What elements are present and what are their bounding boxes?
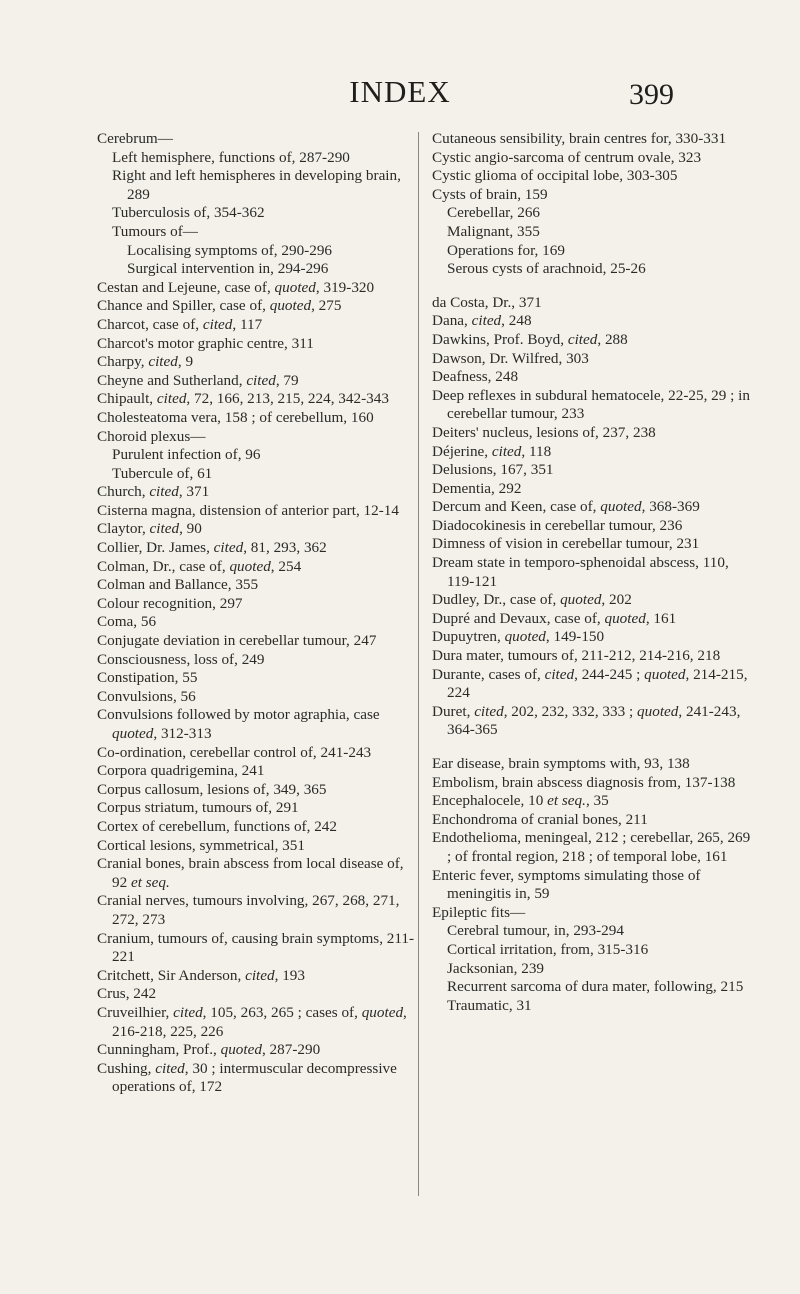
index-entry: Delusions, 167, 351 xyxy=(432,461,554,479)
index-entry: Dercum and Keen, case of, quoted, 368-369 xyxy=(432,498,700,516)
index-entry: Convulsions, 56 xyxy=(97,687,196,705)
index-entry: Duret, cited, 202, 232, 332, 333 ; quoted, 241-243, 364-365 xyxy=(432,702,741,739)
index-entry: Durante, cases of, cited, 244-245 ; quoted, 214-215, 224 xyxy=(432,665,748,702)
index-entry: Enchondroma of cranial bones, 211 xyxy=(432,810,648,828)
index-entry: Church, cited, 371 xyxy=(97,483,210,501)
index-entry: Charpy, cited, 9 xyxy=(97,353,194,371)
index-subentry: Tubercule of, 61 xyxy=(112,464,213,482)
index-subentry: Serous cysts of arachnoid, 25-26 xyxy=(447,260,646,278)
index-entry: Dawkins, Prof. Boyd, cited, 288 xyxy=(432,330,628,348)
index-entry: Cystic glioma of occipital lobe, 303-305 xyxy=(432,167,678,185)
index-entry: Dawson, Dr. Wilfred, 303 xyxy=(432,349,589,367)
index-entry: Dupuytren, quoted, 149-150 xyxy=(432,628,605,646)
index-entry: Cranium, tumours of, causing brain symptoms, 211-221 xyxy=(97,929,415,966)
index-entry: da Costa, Dr., 371 xyxy=(432,293,542,311)
index-entry: Deiters' nucleus, lesions of, 237, 238 xyxy=(432,423,656,441)
page-header xyxy=(0,74,800,114)
index-subentry: Cerebellar, 266 xyxy=(447,204,541,222)
index-entry: Deep reflexes in subdural hematocele, 22-25, 29 ; in cerebellar tumour, 233 xyxy=(432,386,750,423)
index-subentry: Jacksonian, 239 xyxy=(447,959,545,977)
index-entry: Dupré and Devaux, case of, quoted, 161 xyxy=(432,609,677,627)
index-entry: Colman and Ballance, 355 xyxy=(97,576,259,594)
index-subentry: Traumatic, 31 xyxy=(447,996,532,1014)
index-entry: Endothelioma, meningeal, 212 ; cerebellar, 265, 269 ; of frontal region, 218 ; of temporal lobe, 161 xyxy=(432,829,751,865)
index-entry: Cisterna magna, distension of anterior part, 12-14 xyxy=(97,501,399,519)
index-entry: Cysts of brain, 159 xyxy=(432,185,548,203)
index-subentry: Localising symptoms of, 290-296 xyxy=(127,241,333,259)
index-entry: Charcot, case of, cited, 117 xyxy=(97,315,263,333)
index-entry: Corpora quadrigemina, 241 xyxy=(97,762,265,780)
index-entry: Dementia, 292 xyxy=(432,479,522,497)
index-entry: Dudley, Dr., case of, quoted, 202 xyxy=(432,591,632,609)
index-entry: Colour recognition, 297 xyxy=(97,594,243,612)
index-entry: Consciousness, loss of, 249 xyxy=(97,650,265,668)
index-entry: Deafness, 248 xyxy=(432,368,519,386)
page-title: INDEX xyxy=(349,74,451,109)
index-subentry: Tumours of— xyxy=(112,222,198,240)
index-entry: Dana, cited, 248 xyxy=(432,312,532,330)
index-entry: Cholesteatoma vera, 158 ; of cerebellum, 160 xyxy=(97,408,374,426)
index-entry: Chance and Spiller, case of, quoted, 275 xyxy=(97,297,342,315)
index-subentry: Malignant, 355 xyxy=(447,222,540,240)
index-entry: Cranial nerves, tumours involving, 267, 268, 271, 272, 273 xyxy=(97,892,400,928)
index-entry: Claytor, cited, 90 xyxy=(97,520,202,538)
index-entry: Colman, Dr., case of, quoted, 254 xyxy=(97,557,302,575)
index-entry: Crus, 242 xyxy=(97,985,157,1003)
index-entry: Encephalocele, 10 et seq., 35 xyxy=(432,792,609,810)
index-entry: Corpus callosum, lesions of, 349, 365 xyxy=(97,780,327,798)
index-entry: Critchett, Sir Anderson, cited, 193 xyxy=(97,966,305,984)
index-entry: Convulsions followed by motor agraphia, case quoted, 312-313 xyxy=(97,706,380,742)
index-subentry: Cortical irritation, from, 315-316 xyxy=(447,940,649,958)
index-entry: Dimness of vision in cerebellar tumour, 231 xyxy=(432,535,700,553)
index-entry: Cutaneous sensibility, brain centres for, 330-331 xyxy=(432,130,727,147)
index-subentry: Right and left hemispheres in developing brain, 289 xyxy=(112,167,401,203)
section-gap xyxy=(432,740,752,755)
index-entry: Dream state in temporo-sphenoidal abscess, 110, 119-121 xyxy=(432,554,729,590)
index-entry: Cushing, cited, 30 ; intermuscular decompressive operations of, 172 xyxy=(97,1059,397,1096)
index-entry: Corpus striatum, tumours of, 291 xyxy=(97,799,299,817)
index-entry: Charcot's motor graphic centre, 311 xyxy=(97,334,314,352)
index-entry: Cheyne and Sutherland, cited, 79 xyxy=(97,371,299,389)
index-entry: Diadocokinesis in cerebellar tumour, 236 xyxy=(432,516,683,534)
index-entry: Constipation, 55 xyxy=(97,669,198,687)
index-entry: Enteric fever, symptoms simulating those of meningitis in, 59 xyxy=(432,866,701,903)
index-entry: Collier, Dr. James, cited, 81, 293, 362 xyxy=(97,539,327,557)
index-entry: Co-ordination, cerebellar control of, 241-243 xyxy=(97,743,372,761)
index-subentry: Left hemisphere, functions of, 287-290 xyxy=(112,148,350,166)
index-entry: Cruveilhier, cited, 105, 263, 265 ; cases of, quoted, 216-218, 225, 226 xyxy=(97,1003,407,1040)
index-subentry: Surgical intervention in, 294-296 xyxy=(127,260,329,278)
index-entry: Coma, 56 xyxy=(97,613,157,631)
column-divider xyxy=(418,132,419,1196)
index-entry: Conjugate deviation in cerebellar tumour, 247 xyxy=(97,632,377,650)
index-entry: Cestan and Lejeune, case of, quoted, 319-320 xyxy=(97,278,375,296)
index-subentry: Operations for, 169 xyxy=(447,241,565,259)
index-entry: Choroid plexus— xyxy=(97,427,206,445)
index-entry: Cortex of cerebellum, functions of, 242 xyxy=(97,817,337,835)
index-subentry: Recurrent sarcoma of dura mater, following, 215 xyxy=(447,978,744,996)
index-column-right xyxy=(432,130,752,1015)
index-entry: Cunningham, Prof., quoted, 287-290 xyxy=(97,1041,321,1059)
index-entry: Embolism, brain abscess diagnosis from, 137-138 xyxy=(432,773,736,791)
index-entry: Déjerine, cited, 118 xyxy=(432,442,552,460)
index-subentry: Cerebral tumour, in, 293-294 xyxy=(447,922,624,940)
index-entry: Cortical lesions, symmetrical, 351 xyxy=(97,836,305,854)
index-entry: Cerebrum— xyxy=(97,130,173,147)
index-subentry: Purulent infection of, 96 xyxy=(112,446,261,464)
index-entry: Cystic angio-sarcoma of centrum ovale, 323 xyxy=(432,148,702,166)
page-number: 399 xyxy=(629,78,674,111)
index-column-left xyxy=(97,130,415,1097)
index-entry: Epileptic fits— xyxy=(432,903,526,921)
index-entry: Chipault, cited, 72, 166, 213, 215, 224, 342-343 xyxy=(97,390,389,408)
index-subentry: Tuberculosis of, 354-362 xyxy=(112,204,265,222)
index-entry: Cranial bones, brain abscess from local disease of, 92 et seq. xyxy=(97,855,404,891)
section-gap xyxy=(432,279,752,294)
index-entry: Dura mater, tumours of, 211-212, 214-216, 218 xyxy=(432,647,721,665)
index-entry: Ear disease, brain symptoms with, 93, 138 xyxy=(432,755,690,772)
